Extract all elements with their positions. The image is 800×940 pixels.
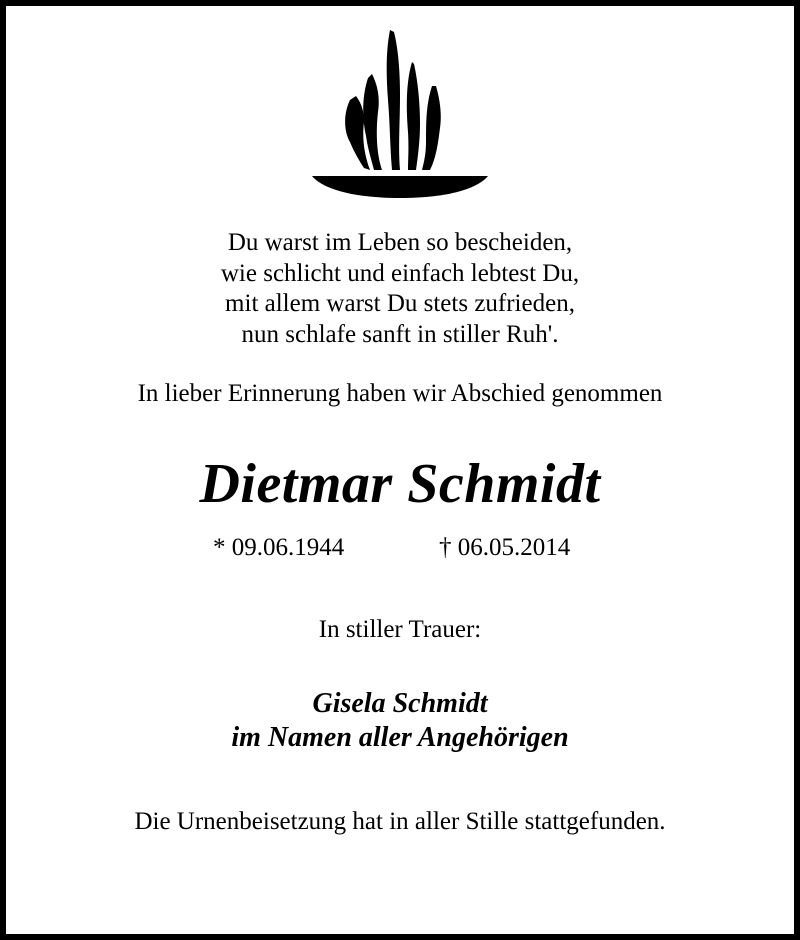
memory-line: In lieber Erinnerung haben wir Abschied genommen [137, 380, 663, 407]
poem-line: Du warst im Leben so bescheiden, [227, 229, 573, 256]
death-date: † 06.05.2014 [439, 534, 571, 561]
poem-line: mit allem warst Du stets zufrieden, [225, 290, 575, 317]
signers [0, 687, 800, 755]
poem [0, 228, 800, 350]
signer-subtitle: im Namen aller Angehörigen [231, 722, 569, 753]
funeral-notice: Die Urnenbeisetzung hat in aller Stille stattgefunden. [134, 808, 666, 835]
flame-bowl-icon [310, 26, 490, 202]
deceased-name: Dietmar Schmidt [199, 453, 601, 515]
poem-line: nun schlafe sanft in stiller Ruh'. [241, 320, 559, 348]
mourning-line: In stiller Trauer: [318, 616, 482, 643]
poem-line: wie schlicht und einfach lebtest Du, [220, 259, 580, 287]
signer-name: Gisela Schmidt [312, 688, 488, 719]
birth-date: * 09.06.1944 [213, 534, 345, 561]
